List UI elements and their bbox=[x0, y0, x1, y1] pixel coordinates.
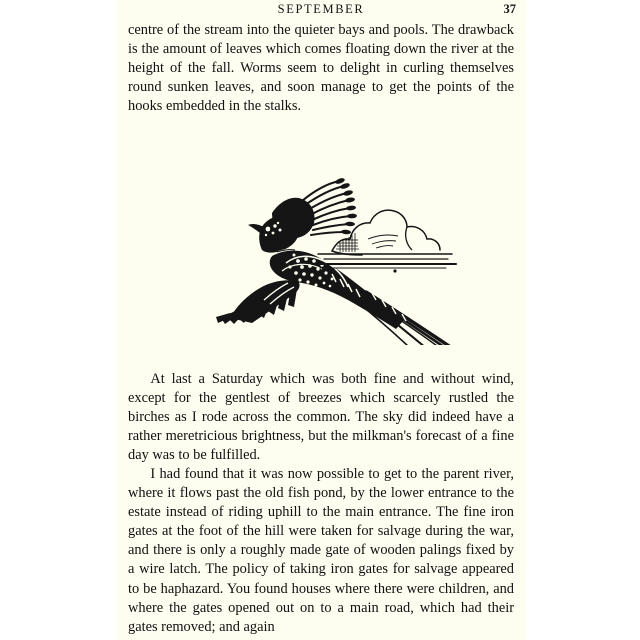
chapter-title: SEPTEMBER bbox=[277, 2, 365, 16]
paragraph-continued: centre of the stream into the quieter bays and pools. The drawback is the amount of leaves which comes floating down the river at the height of the fall. Worms seem to delight in curling themselves round sunken leaves, and soon manage to get the points of the hooks embedded in the stalks. bbox=[128, 22, 514, 115]
body-text-top bbox=[128, 21, 514, 116]
running-head bbox=[116, 2, 526, 20]
pheasant-illustration bbox=[190, 155, 480, 345]
page-number: 37 bbox=[503, 2, 516, 16]
paragraph-two: At last a Saturday which was both fine and without wind, except for the gentlest of breezes which scarcely rustled the birches as I rode across the common. The sky did indeed have a rather meretricious brightness, but the milkman's forecast of a fine day was to be fulfilled. bbox=[128, 371, 514, 464]
body-text-lower bbox=[128, 370, 514, 637]
paragraph-three: I had found that it was now possible to get to the parent river, where it flows past the old fish pond, by the lower entrance to the estate instead of riding uphill to the main entrance. The fine iron gates at the foot of the hill were taken for salvage during the war, and there is only a roughly made gate of wooden palings fixed by a wire latch. The policy of taking iron gates for salvage appeared to be haphazard. You found houses where there were children, and where the gates opened out on to a main road, which had their gates removed; and again bbox=[128, 466, 514, 635]
pheasant-in-flight-woodcut bbox=[190, 155, 480, 345]
